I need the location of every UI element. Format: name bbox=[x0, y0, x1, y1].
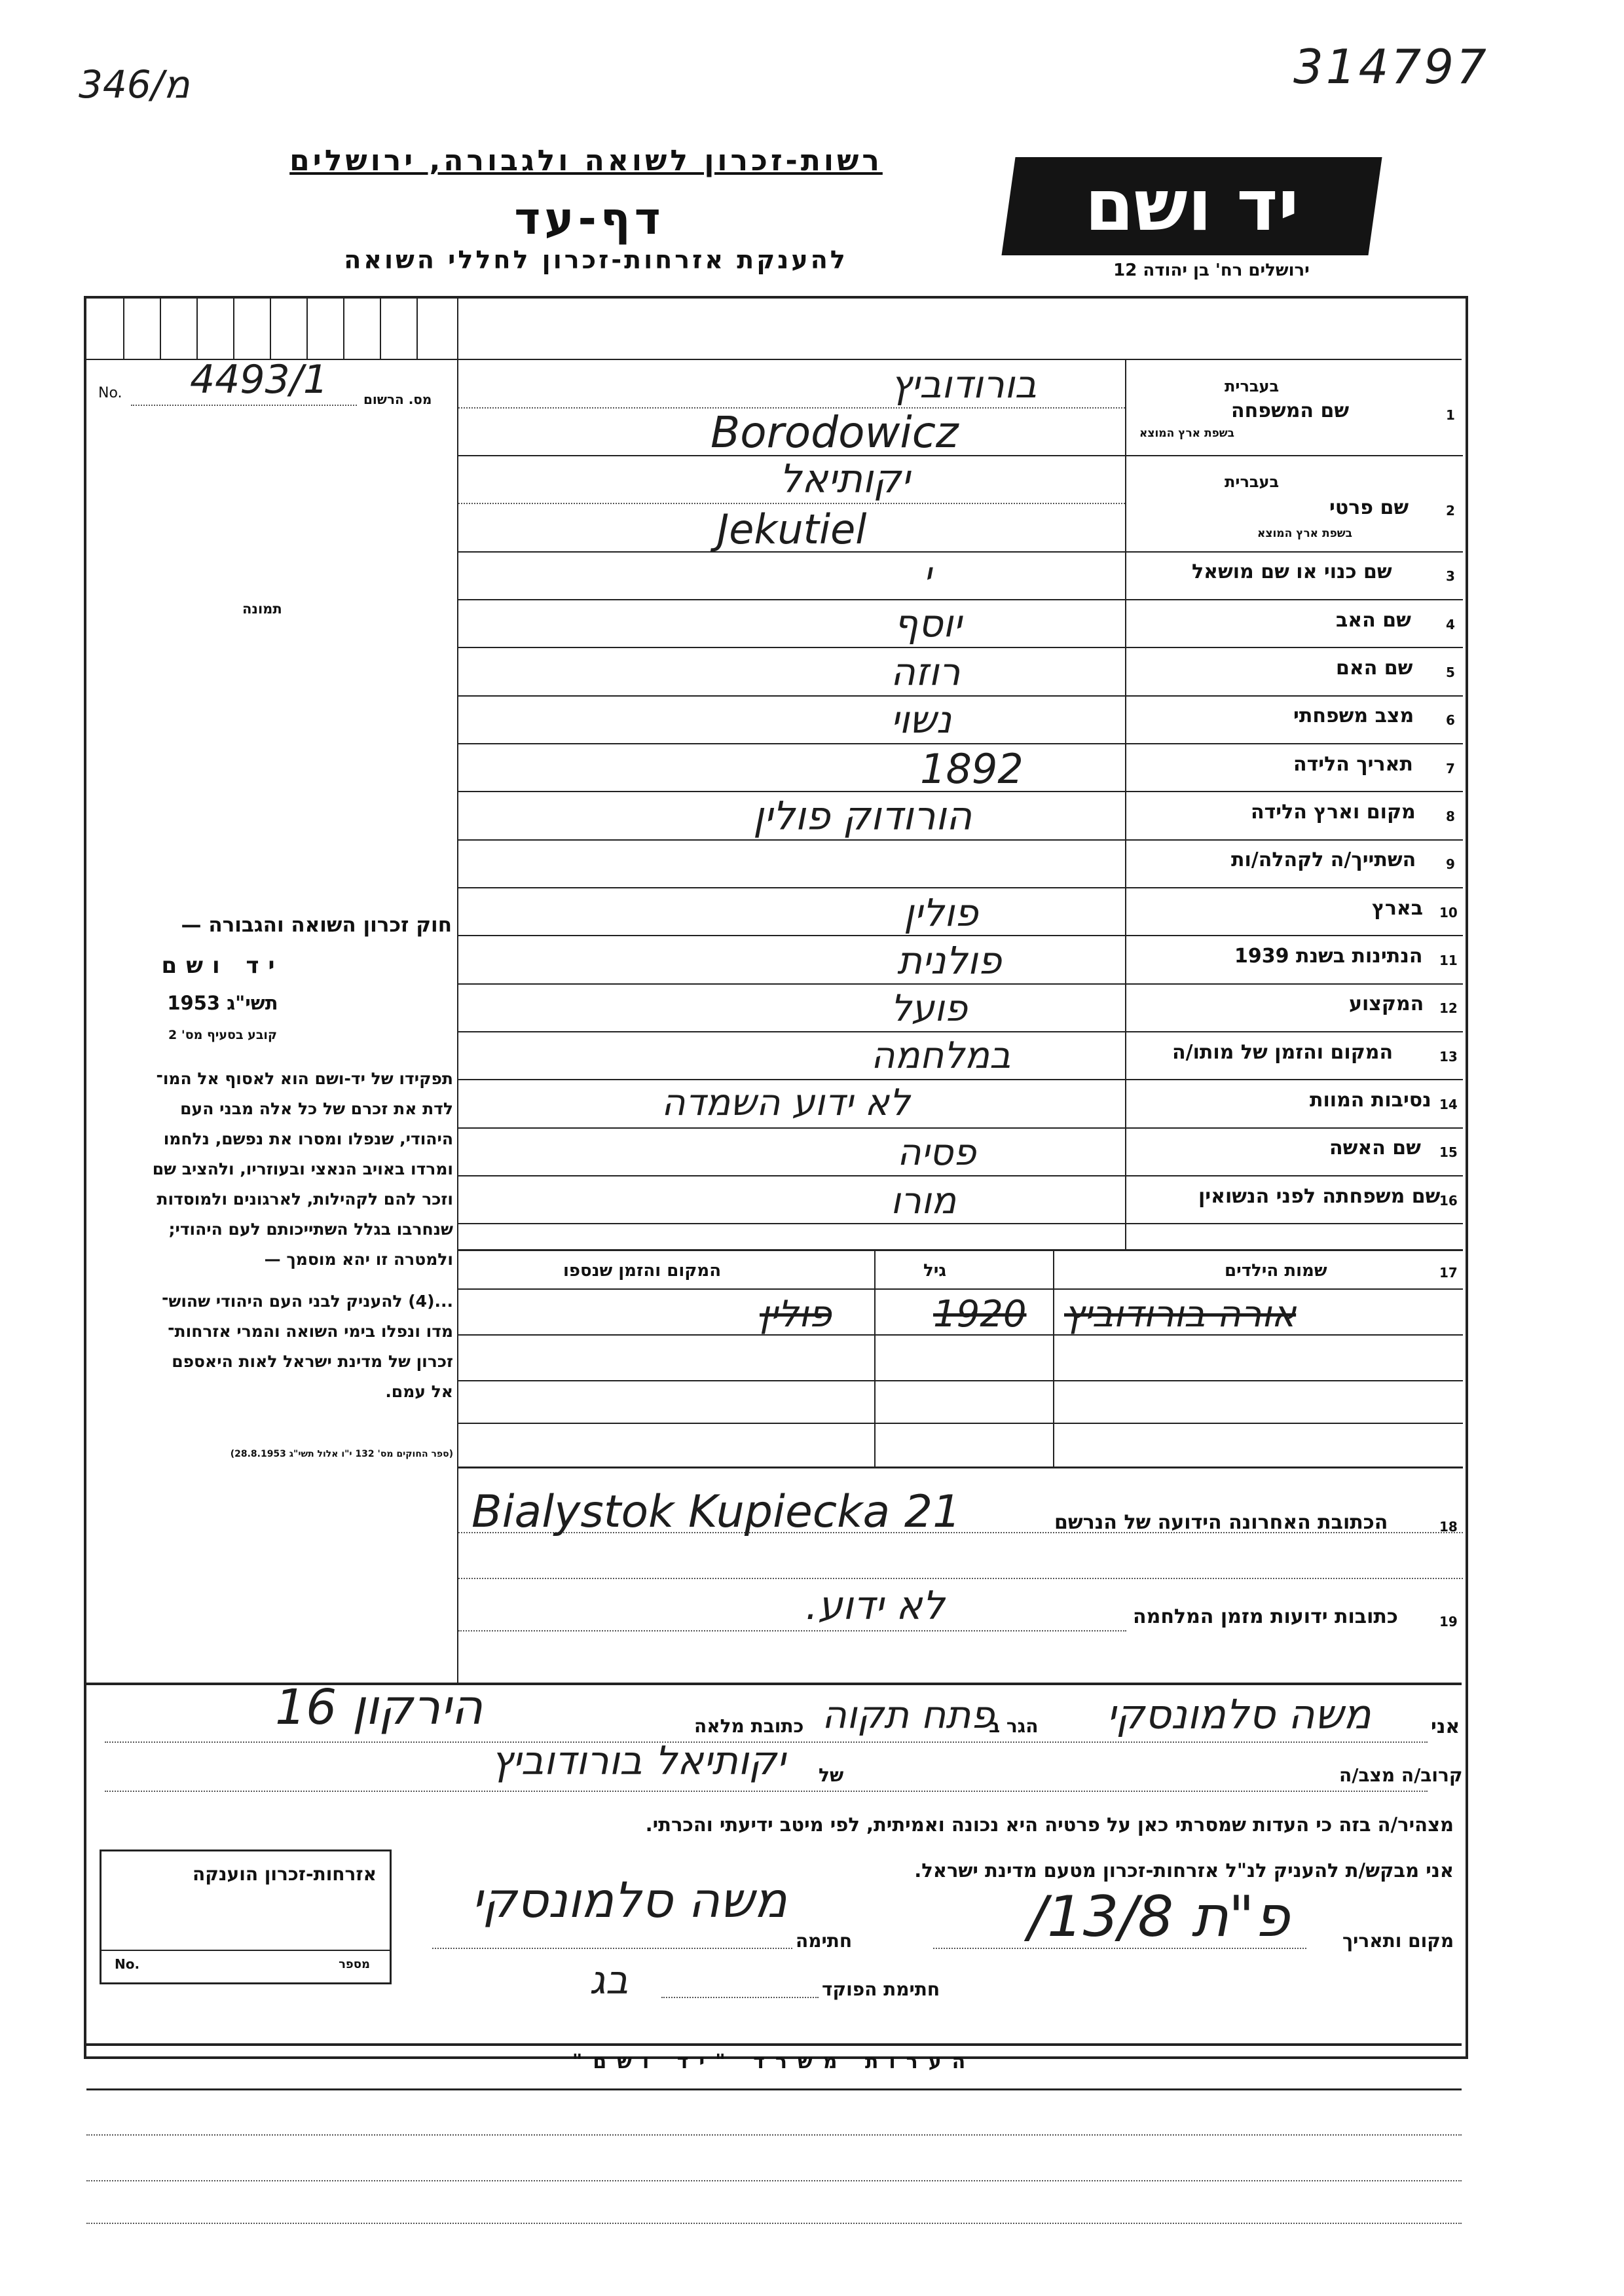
field-12-label: המקצוע bbox=[1349, 993, 1424, 1015]
field-14-label: נסיבות המוות bbox=[1310, 1089, 1431, 1112]
form-purpose: להענקת אזרחות-זכרון לחללי השואה bbox=[344, 246, 848, 274]
declarant-address-label: כתובת מלאה bbox=[694, 1715, 804, 1737]
law-paragraph-1: תפקידו של יד-ושם הוא לאסוף אל המו־ לדת את זכרם של כל אלה מבני העם היהודי, שנפלו ומסרו את נפשם, נלחמו ומרדו באויב הנאצי ובעוזריו, ולהציב שם וזכר להם לקהילות, לארגונים ולמוסדות שנחרבו בגלל השתייכותם לעם היהודי; ולמטרה זו יהא מוסמך — bbox=[152, 1069, 453, 1269]
photo-label: תמונה bbox=[242, 601, 282, 617]
registration-label: מס. הרשום bbox=[363, 392, 432, 407]
field-13-value[interactable]: במלחמה bbox=[871, 1034, 1011, 1077]
corner-left-mark: 346/מ bbox=[79, 62, 190, 107]
field-14-number: 14 bbox=[1439, 1097, 1458, 1112]
child-1-name[interactable]: אורה בורודוביץ bbox=[1064, 1293, 1297, 1336]
field-5-number: 5 bbox=[1446, 665, 1455, 680]
place-date-label: מקום ותאריך bbox=[1342, 1930, 1454, 1952]
field-8-label: מקום וארץ הלידה bbox=[1251, 801, 1416, 824]
field-4-label: שם האב bbox=[1336, 609, 1411, 632]
field-11-value[interactable]: פולנית bbox=[897, 938, 1002, 983]
field-15-value[interactable]: פסיה bbox=[897, 1131, 976, 1174]
field-1-number: 1 bbox=[1446, 407, 1455, 423]
field-1-sub-origin: בשפת ארץ המוצא bbox=[1139, 427, 1235, 440]
field-2-sub-origin: בשפת ארץ המוצא bbox=[1257, 527, 1353, 540]
field-1-label: שם המשפחה bbox=[1231, 399, 1350, 422]
office-notes-title: הערות משרד "יד ושם" bbox=[572, 2050, 976, 2073]
field-7-value[interactable]: 1892 bbox=[920, 745, 1024, 793]
certificate-number-label: מספר bbox=[339, 1958, 370, 1971]
field-12-number: 12 bbox=[1439, 1000, 1458, 1016]
law-name: יד ושם bbox=[161, 953, 284, 979]
child-1-age[interactable]: 1920 bbox=[933, 1293, 1027, 1336]
field-11-number: 11 bbox=[1439, 953, 1458, 968]
field-18-number: 18 bbox=[1439, 1519, 1458, 1535]
declarant-city[interactable]: פתח תקוה bbox=[822, 1692, 995, 1737]
field-3-number: 3 bbox=[1446, 568, 1455, 584]
signature-label: חתימה bbox=[796, 1930, 853, 1952]
registration-number: 4493/1 bbox=[190, 357, 329, 403]
field-2-label: שם פרטי bbox=[1329, 496, 1409, 519]
registration-boxes bbox=[86, 299, 457, 359]
field-5-value[interactable]: רוזה bbox=[891, 649, 961, 694]
field-6-value[interactable]: נשוי bbox=[891, 697, 952, 742]
certificate-title: אזרחות-זכרון הוענקה bbox=[193, 1863, 377, 1885]
field-2-number: 2 bbox=[1446, 503, 1455, 519]
field-8-value[interactable]: הורודוק פולין bbox=[753, 793, 972, 839]
declarant-relation-label: קרוב/ה מצב/ה bbox=[1339, 1764, 1463, 1786]
field-16-value[interactable]: מורו bbox=[891, 1180, 957, 1222]
law-paragraph-2: ...(4) להעניק לבני העם היהודי שהוש־ מדו ונפלו בימי השואה והמרי אזרחות־ זכרון של מדינת ישראל לאות היאספם אל עמם. bbox=[161, 1292, 453, 1401]
field-3-value[interactable]: י bbox=[923, 554, 932, 596]
field-1-value-hebrew[interactable]: בורודוביץ bbox=[891, 362, 1037, 407]
law-year: תשי"ג 1953 bbox=[167, 992, 278, 1014]
certificate-box bbox=[100, 1850, 392, 1984]
signature-value[interactable]: משה סלמונסקי bbox=[471, 1872, 787, 1929]
declarant-name[interactable]: משה סלמונסקי bbox=[1107, 1690, 1371, 1738]
field-5-label: שם האם bbox=[1336, 657, 1413, 680]
field-8-number: 8 bbox=[1446, 809, 1455, 824]
children-col-place: המקום והזמן שנספו bbox=[563, 1261, 722, 1281]
field-7-label: תאריך הלידה bbox=[1293, 753, 1413, 776]
field-2-value-latin[interactable]: Jekutiel bbox=[717, 505, 867, 553]
declarant-address[interactable]: הירקון 16 bbox=[275, 1679, 483, 1736]
place-date-value[interactable]: פ"ת 13/8/ bbox=[1028, 1884, 1290, 1950]
official-signature-label: חתימת הפוקד bbox=[822, 1978, 940, 2000]
field-15-number: 15 bbox=[1439, 1144, 1458, 1160]
yad-vashem-logo bbox=[1001, 157, 1382, 255]
field-13-label: המקום והזמן של מותו/ה bbox=[1172, 1041, 1393, 1064]
field-3-label: שם כנוי או שם מושאל bbox=[1192, 560, 1392, 583]
logo-text: יד ושם bbox=[1084, 165, 1299, 247]
authority-title: רשות-זכרון לשואה ולגבורה, ירושלים bbox=[289, 144, 883, 177]
field-1-value-latin[interactable]: Borodowicz bbox=[710, 407, 959, 458]
field-19-value[interactable]: לא ידוע. bbox=[805, 1583, 945, 1629]
children-col-age: גיל bbox=[923, 1261, 947, 1281]
registration-prefix: No. bbox=[98, 385, 122, 401]
field-10-label: בארץ bbox=[1372, 897, 1424, 920]
law-title: חוק זכרון השואה והגבורה — bbox=[181, 913, 452, 937]
field-12-value[interactable]: פועל bbox=[891, 987, 968, 1030]
law-citation: (ספר החוקים מס' 132 י"ו אלול תשי"ג 28.8.1953) bbox=[230, 1449, 453, 1459]
field-7-number: 7 bbox=[1446, 761, 1455, 776]
field-13-number: 13 bbox=[1439, 1049, 1458, 1065]
field-16-label: שם משפחתה לפני הנשואין bbox=[1198, 1185, 1441, 1208]
field-17-number: 17 bbox=[1439, 1265, 1458, 1281]
declarant-of-name[interactable]: יקותיאל בורודוביץ bbox=[491, 1738, 786, 1784]
declarant-of-label: של bbox=[819, 1764, 844, 1786]
field-6-number: 6 bbox=[1446, 712, 1455, 728]
field-2-value-hebrew[interactable]: יקותיאל bbox=[779, 456, 910, 502]
field-15-label: שם האשה bbox=[1329, 1137, 1421, 1159]
declarant-ani: אני bbox=[1431, 1715, 1460, 1738]
corner-number: 314797 bbox=[1293, 39, 1489, 94]
logo-address: ירושלים רח' בן יהודה 12 bbox=[1113, 261, 1310, 280]
field-6-label: מצב משפחתי bbox=[1293, 704, 1414, 727]
declarant-resides-label: הגר ב bbox=[989, 1715, 1039, 1737]
field-16-number: 16 bbox=[1439, 1193, 1458, 1209]
field-11-label: הנתינות בשנת 1939 bbox=[1234, 945, 1423, 968]
certificate-prefix: No. bbox=[115, 1956, 140, 1972]
field-19-number: 19 bbox=[1439, 1614, 1458, 1630]
field-9-number: 9 bbox=[1446, 856, 1455, 872]
field-14-value[interactable]: לא ידוע השמדה bbox=[661, 1082, 910, 1124]
declaration-text: מצהיר/ה בזה כי העדות שמסרתי כאן על פרטיה היא נכונה ואמיתית, לפי מיטב ידיעתי והכרתי. bbox=[645, 1813, 1454, 1836]
field-4-number: 4 bbox=[1446, 617, 1455, 632]
child-1-place[interactable]: פולין bbox=[760, 1293, 832, 1336]
form-title: דף-עד bbox=[514, 193, 665, 245]
field-18-value[interactable]: Bialystok Kupiecka 21 bbox=[471, 1486, 961, 1538]
law-clause: קובע בסעיף מס' 2 bbox=[168, 1028, 277, 1042]
field-9-label: השתייך/ה לקהלה/ות bbox=[1231, 848, 1416, 871]
field-1-sub-hebrew: בעברית bbox=[1225, 377, 1280, 395]
children-col-names: שמות הילדים bbox=[1225, 1261, 1327, 1281]
field-10-value[interactable]: פולין bbox=[904, 890, 978, 935]
field-19-label: כתובות ידועות מזמן המלחמה bbox=[1133, 1605, 1398, 1628]
field-10-number: 10 bbox=[1439, 905, 1458, 920]
field-2-sub-hebrew: בעברית bbox=[1225, 473, 1280, 491]
field-4-value[interactable]: יוסף bbox=[894, 601, 962, 646]
official-signature-value[interactable]: בג bbox=[589, 1958, 629, 2003]
request-text: אני מבקש/ת להעניק לנ"ל אזרחות-זכרון מטעם מדינת ישראל. bbox=[914, 1859, 1454, 1882]
field-18-label: הכתובת האחרונה הידועה של הנרשם bbox=[1054, 1511, 1388, 1534]
